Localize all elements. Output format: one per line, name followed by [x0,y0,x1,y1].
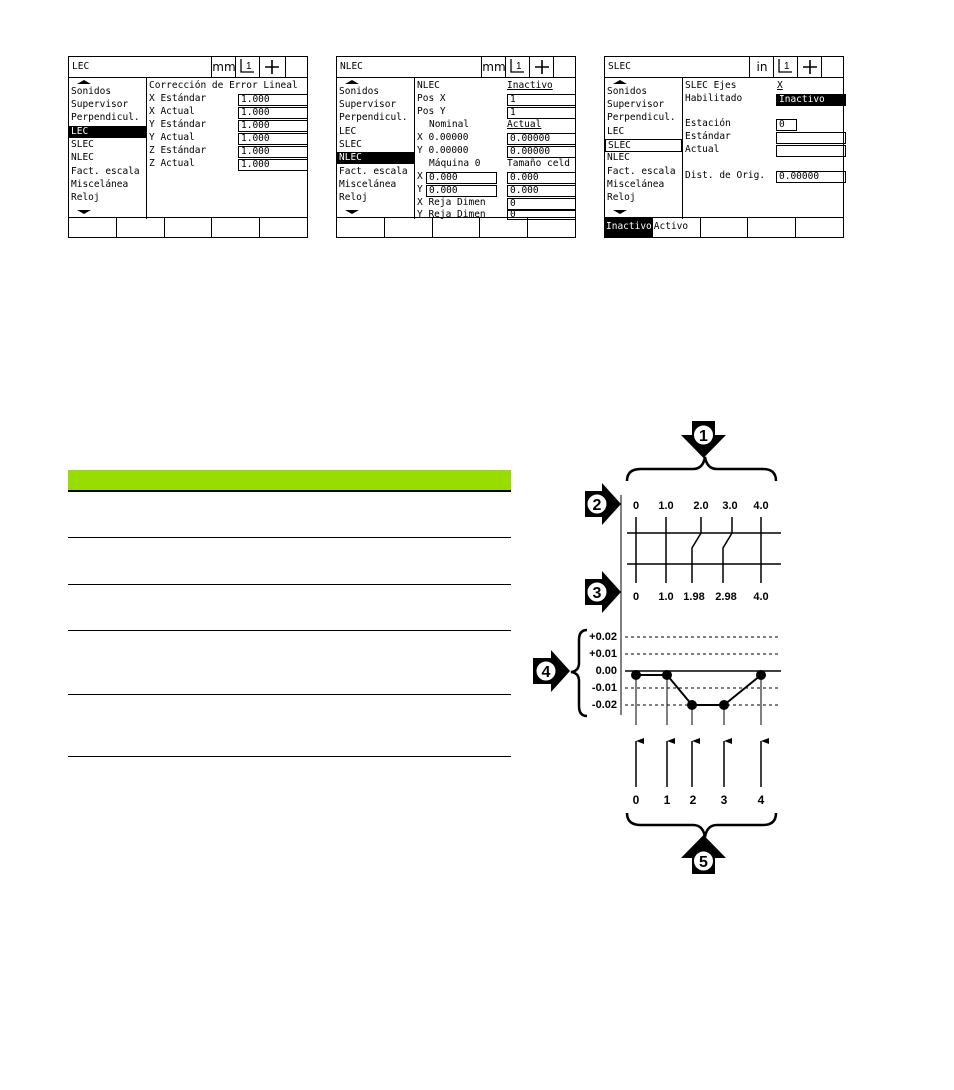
nlec-status[interactable]: Inactivo [507,80,553,91]
x-actual-label: X Actual [149,106,195,117]
z-actual-label: Z Actual [149,158,195,169]
callout-3-icon [585,571,621,613]
y-actual-field[interactable]: 0.00000 [507,146,576,158]
error-gridlines [625,637,781,705]
menu-item-reloj[interactable]: Reloj [339,192,368,203]
softkey-4[interactable] [212,218,260,237]
y-estandar-field[interactable]: 1.000 [238,120,308,132]
menu-item-miscelanea[interactable]: Miscelánea [607,179,665,190]
y-estandar-label: Y Estándar [149,119,207,130]
blank-toolbar-box[interactable] [553,57,576,77]
softkey-bar [69,217,307,237]
pos-y-label: Pos Y [417,106,446,117]
crosshair-icon[interactable] [529,57,553,77]
svg-text:1: 1 [246,61,252,72]
menu-item-supervisor[interactable]: Supervisor [607,99,665,110]
x-maquina-prefix: X [417,171,423,182]
top-scale-label: 1.0 [658,500,674,512]
menu-item-fact-escala[interactable]: Fact. escala [607,166,676,177]
x-reja-field[interactable]: 0 [507,198,576,210]
scroll-up-icon[interactable] [345,80,359,84]
nlec-content [415,77,575,219]
top-brace [627,457,776,481]
top-scale-label: 2.0 [693,500,709,512]
menu-item-sonidos[interactable]: Sonidos [607,86,648,97]
table-row [68,695,511,757]
callout-4-icon [533,650,570,692]
y-reja-field[interactable]: 0 [507,210,576,220]
crosshair-icon[interactable] [259,57,285,77]
softkey-1[interactable] [337,218,385,237]
menu-item-nlec[interactable]: NLEC [337,152,414,164]
habilitado-field[interactable]: Inactivo [776,94,846,106]
menu-item-lec[interactable]: LEC [339,126,357,137]
blank-toolbar-box[interactable] [821,57,844,77]
menu-item-perpendicularidad[interactable]: Perpendicul. [71,112,140,123]
softkey-bar [337,217,575,237]
error-label: -0.02 [591,699,617,711]
callout-2-label: 2 [592,497,602,514]
y-tamano-field[interactable]: 0.000 [507,185,576,197]
softkey-2[interactable] [385,218,433,237]
scroll-down-icon[interactable] [613,210,627,214]
menu-item-lec[interactable]: LEC [69,126,146,138]
softkey-2[interactable] [117,218,165,237]
callout-4-label: 4 [541,664,551,681]
pos-x-field[interactable]: 1 [507,94,576,106]
point-label: 3 [720,793,728,807]
callout-5-label: 5 [699,854,708,871]
top-scale-label: 0 [632,500,640,512]
ejes-value[interactable]: X [777,80,783,91]
softkey-3[interactable] [433,218,481,237]
error-label: +0.01 [589,648,617,660]
y-nominal-value: Y 0.00000 [417,145,469,156]
x-estandar-label: X Estándar [149,93,207,104]
scroll-down-icon[interactable] [77,210,91,214]
bottom-scale-label: 2.98 [715,591,737,603]
scroll-up-icon[interactable] [613,80,627,84]
datum-icon[interactable] [235,57,259,77]
screen-title: NLEC [340,61,363,72]
menu-item-supervisor[interactable]: Supervisor [71,99,129,110]
y-maquina-prefix: Y [417,184,423,195]
point-label: 1 [663,793,671,807]
bottom-brace [627,813,776,837]
x-actual-field[interactable]: 1.000 [238,107,308,119]
pos-x-label: Pos X [417,93,446,104]
x-tamano-field[interactable]: 0.000 [507,172,576,184]
softkey-4[interactable] [748,218,796,237]
nominal-header: Nominal [429,119,470,130]
bottom-scale-label: 1.98 [683,591,705,603]
error-label: +0.02 [589,631,617,643]
error-label: -0.01 [591,682,617,694]
bottom-scale-label: 1.0 [658,591,674,603]
dist-field[interactable]: 0.00000 [776,171,846,183]
parameter-table [68,470,511,757]
menu-item-nlec[interactable]: NLEC [71,152,94,163]
table-header [68,470,511,492]
table-row [68,631,511,695]
unit-button[interactable]: mm [211,57,236,77]
nlec-screen [336,56,576,238]
habilitado-label: Habilitado [685,93,743,104]
estandar-field[interactable] [776,132,846,144]
softkey-bar [605,217,843,237]
softkey-inactivo[interactable]: Inactivo [605,218,653,237]
unit-button[interactable]: in [749,57,774,77]
menu-item-lec[interactable]: LEC [607,126,625,137]
scroll-down-icon[interactable] [345,210,359,214]
ejes-label: SLEC Ejes [685,80,737,91]
point-label: 2 [689,793,697,807]
softkey-3[interactable] [701,218,749,237]
lec-heading: Corrección de Error Lineal [149,80,298,91]
actual-header: Actual [507,119,542,130]
menu-item-supervisor[interactable]: Supervisor [339,99,397,110]
softkey-activo[interactable]: Activo [653,218,701,237]
point-label: 4 [757,793,765,807]
x-maquina-field[interactable]: 0.000 [426,172,497,184]
nlec-error-diagram [525,415,795,880]
point-label: 0 [632,793,640,807]
callout-3-label: 3 [592,585,602,602]
menu-item-fact-escala[interactable]: Fact. escala [339,166,408,177]
dist-label: Dist. de Orig. [685,170,766,181]
z-estandar-label: Z Estándar [149,145,207,156]
table-row [68,492,511,538]
scale-ticks [636,517,761,583]
menu-item-perpendicularidad[interactable]: Perpendicul. [607,112,676,123]
estacion-label: Estación [685,118,731,129]
title-bar [605,57,843,78]
maquina-header: Máquina 0 [429,158,481,169]
error-curve [636,675,761,705]
tamano-header: Tamaño celd [507,158,570,169]
x-estandar-field[interactable]: 1.000 [238,94,308,106]
menu-item-slec[interactable]: SLEC [71,139,94,150]
softkey-4[interactable] [480,218,528,237]
menu-item-reloj[interactable]: Reloj [71,192,100,203]
table-row [68,585,511,631]
menu-item-reloj[interactable]: Reloj [607,192,636,203]
screen-title: SLEC [608,61,631,72]
slec-content [683,77,843,219]
callout-2-icon [585,483,621,525]
svg-text:1: 1 [516,61,522,72]
softkey-5[interactable] [796,218,843,237]
setup-menu [69,77,147,219]
y-actual-label: Y Actual [149,132,195,143]
actual-field[interactable] [776,145,846,157]
softkey-5[interactable] [528,218,575,237]
callout-5-icon [681,835,726,874]
top-scale-label: 3.0 [722,500,738,512]
top-scale-label: 4.0 [753,500,769,512]
x-actual-field[interactable]: 0.00000 [507,133,576,145]
bottom-scale-label: 4.0 [753,591,769,603]
screen-title: LEC [72,61,90,72]
softkey-5[interactable] [260,218,307,237]
softkey-3[interactable] [165,218,213,237]
x-nominal-value: X 0.00000 [417,132,469,143]
datum-icon[interactable] [773,57,797,77]
menu-item-sonidos[interactable]: Sonidos [339,86,380,97]
menu-item-nlec[interactable]: NLEC [607,152,630,163]
y-actual-field[interactable]: 1.000 [238,133,308,145]
z-actual-field[interactable]: 1.000 [238,159,308,171]
setup-menu [337,77,415,219]
actual-label: Actual [685,144,720,155]
error-brace [571,630,587,716]
lec-content [147,77,307,219]
blank-toolbar-box[interactable] [285,57,308,77]
y-reja-label: Y Reja Dimen [417,209,486,220]
pos-y-field[interactable]: 1 [507,107,576,119]
y-maquina-field[interactable]: 0.000 [426,185,497,197]
error-verticals [636,675,761,725]
title-bar [69,57,307,78]
point-arrows [636,741,761,787]
menu-item-miscelanea[interactable]: Misceláneа [71,179,129,190]
scroll-up-icon[interactable] [77,80,91,84]
menu-item-perpendicularidad[interactable]: Perpendicul. [339,112,408,123]
callout-1-label: 1 [699,428,708,445]
unit-button[interactable]: mm [481,57,506,77]
table-row [68,538,511,585]
menu-item-miscelanea[interactable]: Miscelánea [339,179,397,190]
softkey-1[interactable] [69,218,117,237]
menu-item-sonidos[interactable]: Sonidos [71,86,112,97]
slec-screen [604,56,844,238]
setup-menu [605,77,683,219]
bottom-scale-label: 0 [632,591,640,603]
error-label: 0.00 [595,665,617,677]
svg-text:1: 1 [784,61,790,72]
menu-item-slec[interactable]: SLEC [339,139,362,150]
estandar-label: Estándar [685,131,731,142]
datum-icon[interactable] [505,57,529,77]
estacion-field[interactable]: 0 [776,119,797,131]
lec-screen [68,56,308,238]
z-estandar-field[interactable]: 1.000 [238,146,308,158]
crosshair-icon[interactable] [797,57,821,77]
x-reja-label: X Reja Dimen [417,197,486,208]
callout-1-icon [681,421,726,458]
menu-item-slec[interactable]: SLEC [605,139,682,152]
menu-item-fact-escala[interactable]: Fact. escala [71,166,140,177]
nlec-label: NLEC [417,80,440,91]
title-bar [337,57,575,78]
